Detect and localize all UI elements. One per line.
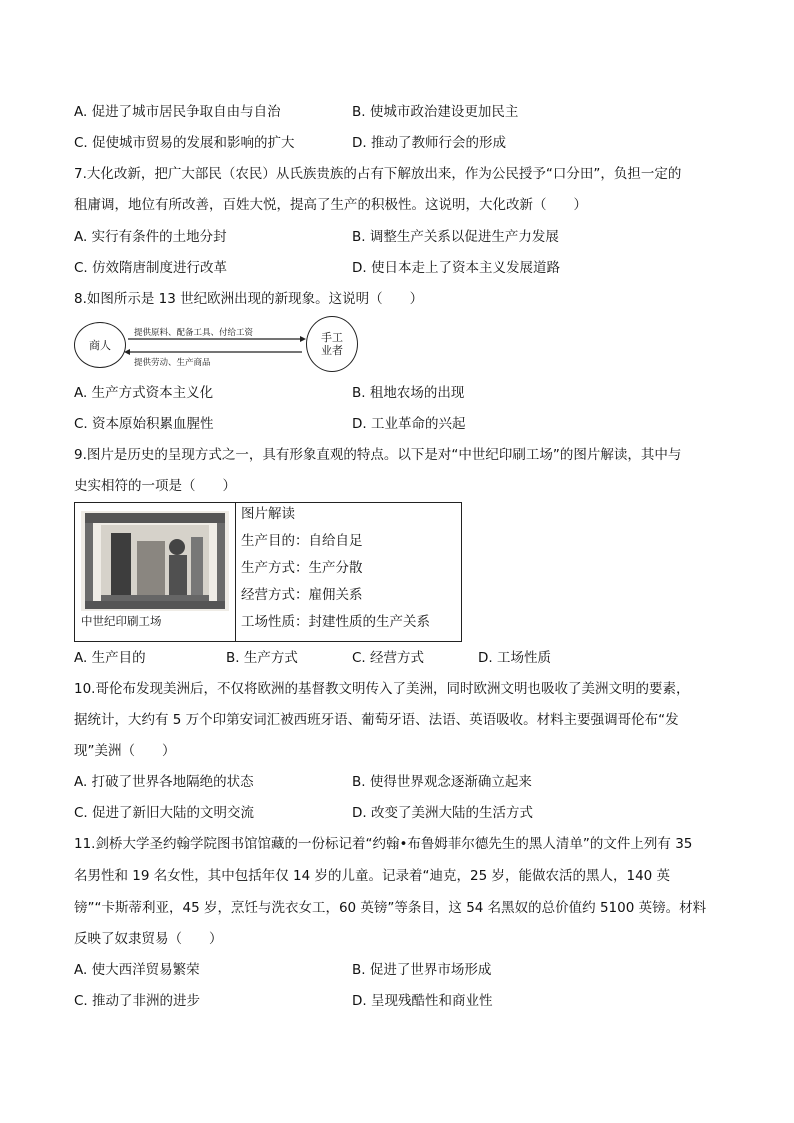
q7-option-a: A. 实行有条件的土地分封 <box>74 229 227 245</box>
q7-stem-line2: 租庸调，地位有所改善，百姓大悦，提高了生产的积极性。这说明，大化改新（ ） <box>74 197 587 213</box>
q10-option-c: C. 促进了新旧大陆的文明交流 <box>74 805 255 821</box>
q9-option-d: D. 工场性质 <box>478 650 551 666</box>
q6-option-b: B. 使城市政治建设更加民主 <box>352 104 519 120</box>
q10-option-b: B. 使得世界观念逐渐确立起来 <box>352 774 532 790</box>
q7-option-d: D. 使日本走上了资本主义发展道路 <box>352 260 560 276</box>
q9-stem-line1: 9.图片是历史的呈现方式之一，具有形象直观的特点。以下是对“中世纪印刷工场”的图片解读，其中与 <box>74 447 682 463</box>
q6-option-c: C. 促使城市贸易的发展和影响的扩大 <box>74 135 295 151</box>
q6-option-d: D. 推动了教师行会的形成 <box>352 135 506 151</box>
q10-stem-line3: 现”美洲（ ） <box>74 743 176 759</box>
q8-option-b: B. 租地农场的出现 <box>352 385 465 401</box>
q9-picture-cell <box>75 503 236 641</box>
q9-stem-line2: 史实相符的一项是（ ） <box>74 478 236 494</box>
q7-option-b: B. 调整生产关系以促进生产力发展 <box>352 229 559 245</box>
artisan-label-line2: 业者 <box>321 344 343 357</box>
q9-table-row: 经营方式：雇佣关系 <box>241 587 363 603</box>
q10-stem-line1: 10.哥伦布发现美洲后，不仅将欧洲的基督教文明传入了美洲，同时欧洲文明也吸收了美洲文明的要素， <box>74 681 690 697</box>
q10-stem-line2: 据统计，大约有 5 万个印第安词汇被西班牙语、葡萄牙语、法语、英语吸收。材料主要强调哥伦布“发 <box>74 712 679 728</box>
q11-stem-line3: 镑”“卡斯蒂利亚，45 岁，烹饪与洗衣女工，60 英镑”等条目，这 54 名黑奴的总价值约 5100 英镑。材料 <box>74 900 707 916</box>
arrow-bottom-label: 提供劳动、生产商品 <box>134 358 211 368</box>
q10-option-a: A. 打破了世界各地隔绝的状态 <box>74 774 254 790</box>
q11-stem-line4: 反映了奴隶贸易（ ） <box>74 931 223 947</box>
q9-table <box>74 502 462 642</box>
q9-option-a: A. 生产目的 <box>74 650 146 666</box>
artisan-label-line1: 手工 <box>321 331 343 344</box>
q9-table-row: 工场性质：封建性质的生产关系 <box>241 614 430 630</box>
q11-option-b: B. 促进了世界市场形成 <box>352 962 492 978</box>
q8-option-c: C. 资本原始积累血腥性 <box>74 416 214 432</box>
q10-option-d: D. 改变了美洲大陆的生活方式 <box>352 805 533 821</box>
q8-stem: 8.如图所示是 13 世纪欧洲出现的新现象。这说明（ ） <box>74 291 424 307</box>
q8-option-a: A. 生产方式资本主义化 <box>74 385 214 401</box>
q8-option-d: D. 工业革命的兴起 <box>352 416 466 432</box>
q11-option-a: A. 使大西洋贸易繁荣 <box>74 962 200 978</box>
q8-diagram <box>74 316 359 374</box>
q9-table-row: 生产目的：自给自足 <box>241 533 363 549</box>
q9-option-c: C. 经营方式 <box>352 650 425 666</box>
arrow-top-label: 提供原料、配备工具、付给工资 <box>134 328 254 338</box>
q9-picture-caption: 中世纪印刷工场 <box>81 614 162 628</box>
q9-option-b: B. 生产方式 <box>226 650 298 666</box>
merchant-label: 商人 <box>89 339 111 352</box>
q9-table-row: 生产方式：生产分散 <box>241 560 363 576</box>
printing-workshop-image <box>81 511 229 611</box>
q9-table-header: 图片解读 <box>241 506 295 522</box>
q11-stem-line2: 名男性和 19 名女性，其中包括年仅 14 岁的儿童。记录着“迪克，25 岁，能做农活的黑人，140 英 <box>74 868 671 884</box>
artisan-node <box>306 316 358 372</box>
q11-option-c: C. 推动了非洲的进步 <box>74 993 201 1009</box>
q7-stem-line1: 7.大化改新，把广大部民（农民）从氏族贵族的占有下解放出来，作为公民授予“口分田”，负担一定的 <box>74 166 682 182</box>
merchant-node <box>74 322 126 368</box>
q9-interpretation-cell <box>236 503 462 641</box>
q11-option-d: D. 呈现残酷性和商业性 <box>352 993 493 1009</box>
arrow-bottom-head <box>124 349 130 355</box>
q6-option-a: A. 促进了城市居民争取自由与自治 <box>74 104 281 120</box>
q7-option-c: C. 仿效隋唐制度进行改革 <box>74 260 228 276</box>
q11-stem-line1: 11.剑桥大学圣约翰学院图书馆馆藏的一份标记着“约翰•布鲁姆菲尔德先生的黑人清单”的文件上列有 35 <box>74 836 693 852</box>
